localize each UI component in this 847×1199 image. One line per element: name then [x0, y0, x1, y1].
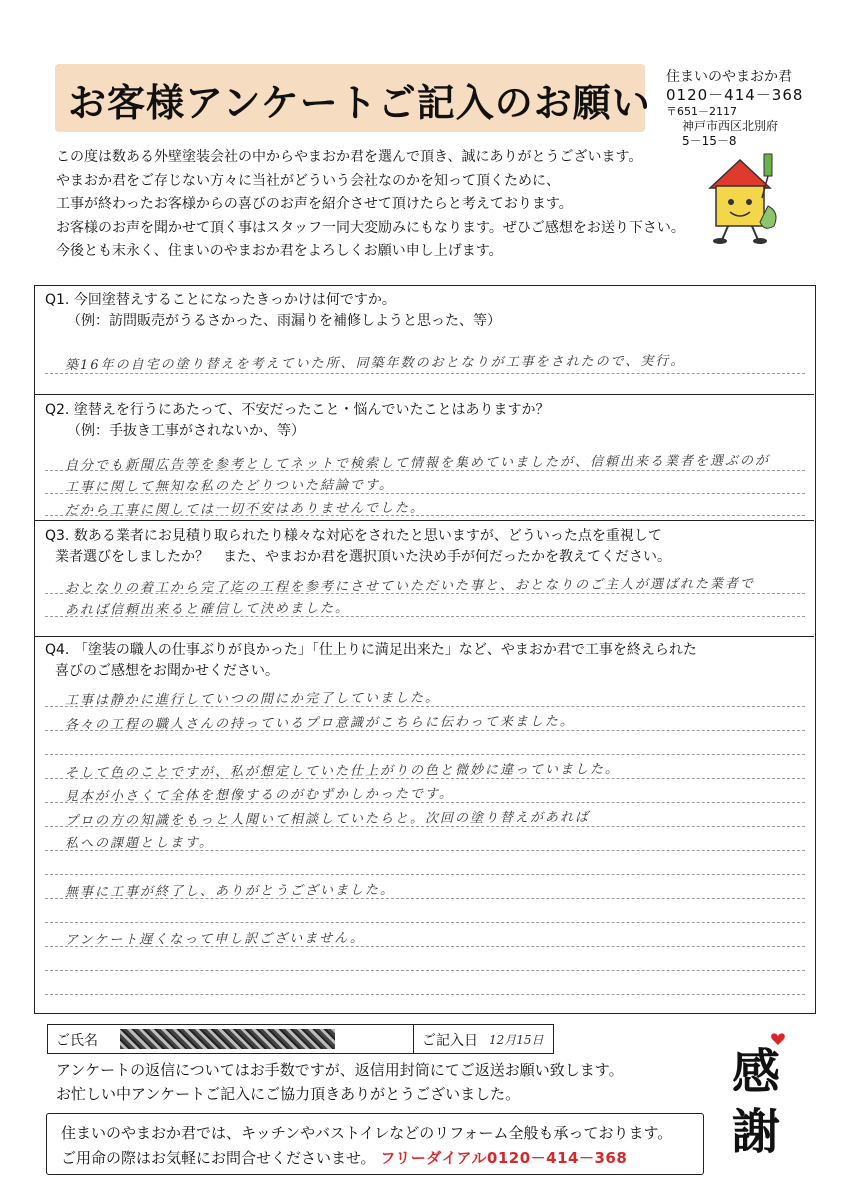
answer-3-line-2[interactable]: あれば信頼出来ると確信して決めました。: [64, 601, 351, 618]
intro-line: この度は数ある外壁塗装会社の中からやまおか君を選んで頂き、誠にありがとうございます。: [56, 149, 643, 165]
company-phone: 0120－414－368: [666, 86, 804, 104]
company-postal: 〒651－2117: [666, 105, 737, 118]
house-mascot-icon: [700, 150, 782, 246]
answer-4-line-7[interactable]: 無事に工事が終了し、ありがとうございました。: [64, 882, 396, 901]
date-label: ご記入日: [422, 1033, 478, 1049]
answer-line: [45, 373, 805, 374]
footnote-line: お忙しい中アンケートご記入にご協力頂きありがとうございました。: [56, 1085, 521, 1103]
date-field[interactable]: [413, 1025, 555, 1053]
section-divider: [35, 394, 814, 395]
answer-4-line-3[interactable]: そして色のことですが、私が想定していた仕上がりの色と微妙に違っていました。: [64, 762, 621, 781]
question-2-example: （例：手抜き工事がされないか、等）: [67, 423, 305, 439]
answer-2-line-2[interactable]: 工事に関して無知な私のたどりついた結論です。: [64, 477, 395, 496]
info-line-1: 住まいのやまおか君では、キッチンやバストイレなどのリフォーム全般も承っております。: [61, 1124, 673, 1142]
answer-1-line-1[interactable]: 築16年の自宅の塗り替えを考えていた所、同築年数のおとなりが工事をされたので、実行。: [64, 353, 686, 374]
kansha-char-1: 感: [731, 1044, 781, 1100]
question-2: [45, 400, 550, 442]
company-info: [666, 68, 803, 149]
name-date-row: [47, 1024, 554, 1054]
info-line-2-text: ご用命の際はお気軽にお問合せくださいませ。: [61, 1149, 376, 1167]
info-line-2: [61, 1147, 627, 1168]
question-1: [45, 290, 501, 332]
footnote-line: アンケートの返信についてはお手数ですが、返信用封筒にてご返送お願い致します。: [56, 1061, 624, 1079]
free-dial[interactable]: フリーダイアル0120－414－368: [380, 1149, 628, 1167]
question-3-text-2: 業者選びをしましたか？ また、やまおか君を選択頂いた決め手が何だったかを教えてください。: [55, 549, 671, 565]
info-banner: [46, 1113, 704, 1175]
survey-form: [34, 285, 816, 1014]
page-title: お客様アンケートご記入のお願い: [68, 81, 651, 125]
company-name: 住まいのやまおか君: [666, 69, 792, 85]
answer-4-line-2[interactable]: 各々の工程の職人さんの持っているプロ意識がこちらに伝わって来ました。: [64, 714, 575, 733]
question-3-text-1: Q3. 数ある業者にお見積り取られたり様々な対応をされたと思いますが、どういった点を重視して: [45, 528, 662, 544]
answer-4-line-8[interactable]: アンケート遅くなって申し訳ございません。: [64, 930, 366, 949]
answer-4-line-6[interactable]: 私への課題とします。: [64, 835, 215, 852]
question-2-text: Q2. 塗替えを行うにあたって、不安だったこと・悩んでいたことはありますか？: [45, 402, 550, 418]
company-address-2: 5－15－8: [682, 134, 737, 148]
intro-line: やまおか君をご存じない方々に当社がどういう会社なのかを知って頂くために、: [56, 172, 560, 189]
name-label: ご氏名: [56, 1033, 98, 1049]
section-divider: [35, 520, 814, 521]
question-3: [45, 526, 671, 568]
answer-4-line-1[interactable]: 工事は静かに進行していつの間にか完了していました。: [64, 690, 441, 709]
date-value[interactable]: 12月15日: [489, 1033, 544, 1047]
kansha-char-2: 謝: [731, 1104, 781, 1160]
footnote: [56, 1058, 624, 1106]
answer-2-line-1[interactable]: 自分でも新聞広告等を参考としてネットで検索して情報を集めていましたが、信頼出来る業者を選ぶのが: [64, 453, 771, 474]
answer-2-line-3[interactable]: だから工事に関しては一切不安はありませんでした。: [64, 500, 426, 519]
company-address-1: 神戸市西区北別府: [682, 119, 779, 133]
answer-4-line-4[interactable]: 見本が小さくて全体を想像するのがむずかしかったです。: [64, 786, 455, 805]
answer-4-line-5[interactable]: プロの方の知識をもっと人聞いて相談していたらと。次回の塗り替えがあれば: [64, 810, 591, 829]
name-redacted: [120, 1029, 335, 1049]
intro-text: [56, 146, 685, 264]
kansha-stamp: [716, 1030, 796, 1160]
question-1-text: Q1. 今回塗替えすることになったきっかけは何ですか。: [45, 292, 396, 308]
question-4: [45, 640, 697, 682]
intro-line: 今後とも末永く、住まいのやまおか君をよろしくお願い申し上げます。: [56, 243, 503, 259]
question-4-text-2: 喜びのご感想をお聞かせください。: [55, 663, 279, 679]
question-1-example: （例：訪問販売がうるさかった、雨漏りを補修しようと思った、等）: [67, 313, 501, 329]
question-4-text-1: Q4. 「塗装の職人の仕事ぶりが良かった」「仕上りに満足出来た」など、やまおか君で工事を終えられた: [45, 642, 697, 658]
section-divider: [35, 636, 814, 637]
intro-line: お客様のお声を聞かせて頂く事はスタッフ一同大変励みにもなります。ぜひご感想をお送り下さい。: [56, 219, 685, 236]
intro-line: 工事が終わったお客様からの喜びのお声を紹介させて頂けたらと考えております。: [56, 196, 573, 212]
answer-3-line-1[interactable]: おとなりの着工から完了迄の工程を参考にさせていただいた事と、おとなりのご主人が選ばれた業者で: [64, 576, 756, 597]
